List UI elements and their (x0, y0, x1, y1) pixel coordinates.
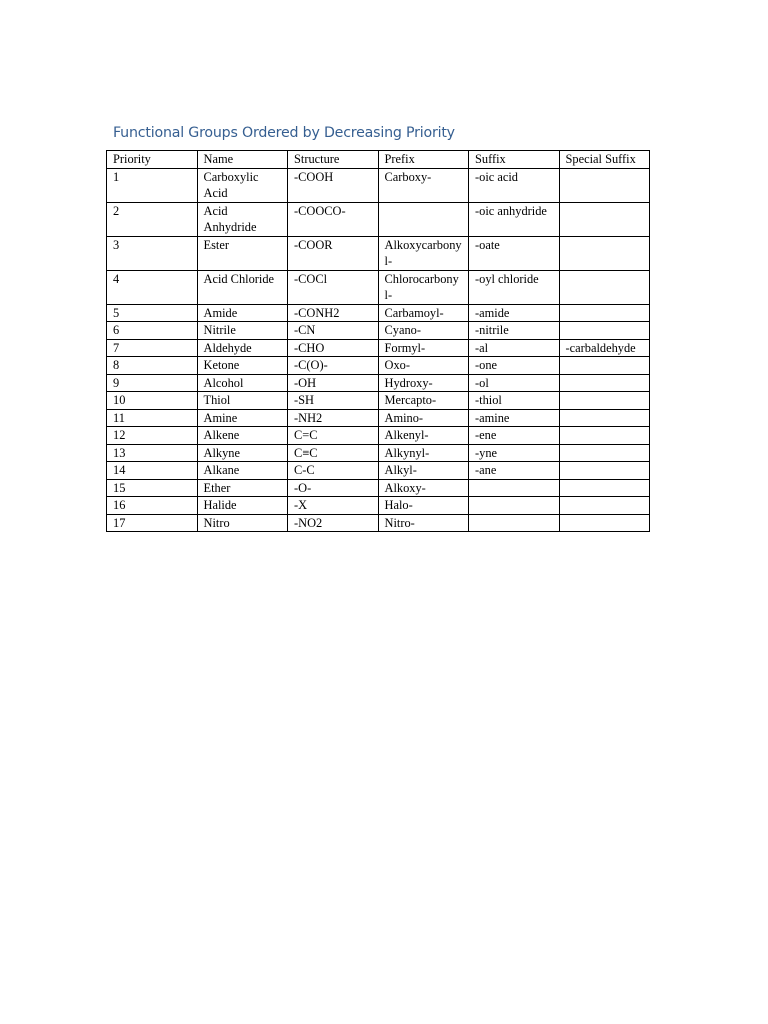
cell-priority: 17 (107, 514, 198, 532)
cell-structure: -COOCO- (288, 202, 379, 236)
cell-suffix (469, 514, 560, 532)
cell-priority: 4 (107, 270, 198, 304)
cell-structure: -COOR (288, 236, 379, 270)
cell-structure: -CONH2 (288, 304, 379, 322)
cell-special-suffix (559, 479, 650, 497)
cell-special-suffix (559, 304, 650, 322)
table-row (107, 409, 650, 427)
cell-prefix: Halo- (378, 497, 469, 515)
cell-suffix (469, 479, 560, 497)
table-row (107, 168, 650, 202)
cell-structure: -NH2 (288, 409, 379, 427)
cell-suffix: -amide (469, 304, 560, 322)
cell-name: Alkane (197, 462, 288, 480)
cell-suffix: -oyl chloride (469, 270, 560, 304)
cell-name: Ketone (197, 357, 288, 375)
table-row (107, 427, 650, 445)
cell-name: Amine (197, 409, 288, 427)
cell-name: Acid Chloride (197, 270, 288, 304)
cell-name: Halide (197, 497, 288, 515)
cell-prefix: Carbamoyl- (378, 304, 469, 322)
table-row (107, 374, 650, 392)
cell-special-suffix: -carbaldehyde (559, 339, 650, 357)
cell-priority: 11 (107, 409, 198, 427)
header-suffix: Suffix (469, 151, 560, 169)
cell-suffix (469, 497, 560, 515)
cell-prefix: Alkoxycarbonyl- (378, 236, 469, 270)
cell-prefix: Oxo- (378, 357, 469, 375)
cell-priority: 6 (107, 322, 198, 340)
table-row (107, 444, 650, 462)
cell-structure: -COCl (288, 270, 379, 304)
cell-priority: 5 (107, 304, 198, 322)
cell-priority: 1 (107, 168, 198, 202)
cell-suffix: -yne (469, 444, 560, 462)
header-special-suffix: Special Suffix (559, 151, 650, 169)
cell-prefix: Hydroxy- (378, 374, 469, 392)
cell-structure: -SH (288, 392, 379, 410)
cell-priority: 10 (107, 392, 198, 410)
cell-suffix: -ane (469, 462, 560, 480)
cell-priority: 2 (107, 202, 198, 236)
cell-name: Carboxylic Acid (197, 168, 288, 202)
header-priority: Priority (107, 151, 198, 169)
cell-structure: -CHO (288, 339, 379, 357)
table-row (107, 392, 650, 410)
cell-special-suffix (559, 409, 650, 427)
cell-suffix: -thiol (469, 392, 560, 410)
cell-suffix: -ol (469, 374, 560, 392)
cell-name: Acid Anhydride (197, 202, 288, 236)
table-body (107, 168, 650, 532)
cell-name: Ester (197, 236, 288, 270)
cell-suffix: -oate (469, 236, 560, 270)
cell-structure: C≡C (288, 444, 379, 462)
cell-prefix: Cyano- (378, 322, 469, 340)
table-row (107, 270, 650, 304)
cell-prefix: Formyl- (378, 339, 469, 357)
cell-prefix: Carboxy- (378, 168, 469, 202)
cell-special-suffix (559, 444, 650, 462)
cell-suffix: -amine (469, 409, 560, 427)
header-name: Name (197, 151, 288, 169)
cell-prefix: Alkenyl- (378, 427, 469, 445)
table-row (107, 514, 650, 532)
cell-name: Ether (197, 479, 288, 497)
cell-special-suffix (559, 497, 650, 515)
table-row (107, 339, 650, 357)
table-row (107, 462, 650, 480)
functional-groups-table (106, 150, 650, 532)
cell-special-suffix (559, 514, 650, 532)
cell-name: Nitrile (197, 322, 288, 340)
cell-name: Aldehyde (197, 339, 288, 357)
cell-special-suffix (559, 236, 650, 270)
cell-prefix: Mercapto- (378, 392, 469, 410)
cell-special-suffix (559, 202, 650, 236)
cell-prefix: Alkoxy- (378, 479, 469, 497)
cell-structure: -NO2 (288, 514, 379, 532)
table-header (107, 151, 650, 169)
cell-priority: 13 (107, 444, 198, 462)
cell-special-suffix (559, 392, 650, 410)
cell-suffix: -al (469, 339, 560, 357)
cell-name: Alcohol (197, 374, 288, 392)
cell-structure: -O- (288, 479, 379, 497)
header-prefix: Prefix (378, 151, 469, 169)
cell-prefix: Alkyl- (378, 462, 469, 480)
cell-prefix: Chlorocarbonyl- (378, 270, 469, 304)
cell-structure: C=C (288, 427, 379, 445)
cell-suffix: -oic acid (469, 168, 560, 202)
cell-priority: 15 (107, 479, 198, 497)
cell-suffix: -oic anhydride (469, 202, 560, 236)
table-row (107, 304, 650, 322)
cell-priority: 16 (107, 497, 198, 515)
table-row (107, 322, 650, 340)
cell-special-suffix (559, 168, 650, 202)
cell-special-suffix (559, 427, 650, 445)
cell-suffix: -ene (469, 427, 560, 445)
cell-special-suffix (559, 357, 650, 375)
cell-priority: 12 (107, 427, 198, 445)
cell-priority: 8 (107, 357, 198, 375)
cell-structure: -CN (288, 322, 379, 340)
table-row (107, 497, 650, 515)
table-row (107, 357, 650, 375)
cell-name: Alkyne (197, 444, 288, 462)
cell-name: Alkene (197, 427, 288, 445)
header-row (107, 151, 650, 169)
cell-structure: -COOH (288, 168, 379, 202)
cell-name: Amide (197, 304, 288, 322)
cell-priority: 9 (107, 374, 198, 392)
cell-structure: -X (288, 497, 379, 515)
table-row (107, 479, 650, 497)
cell-special-suffix (559, 374, 650, 392)
table-row (107, 202, 650, 236)
cell-name: Thiol (197, 392, 288, 410)
page-title: Functional Groups Ordered by Decreasing Priority (113, 125, 455, 141)
cell-special-suffix (559, 322, 650, 340)
cell-name: Nitro (197, 514, 288, 532)
header-structure: Structure (288, 151, 379, 169)
cell-prefix: Alkynyl- (378, 444, 469, 462)
cell-prefix: Nitro- (378, 514, 469, 532)
cell-prefix: Amino- (378, 409, 469, 427)
cell-special-suffix (559, 270, 650, 304)
cell-priority: 7 (107, 339, 198, 357)
cell-structure: -OH (288, 374, 379, 392)
table-row (107, 236, 650, 270)
cell-priority: 3 (107, 236, 198, 270)
cell-suffix: -nitrile (469, 322, 560, 340)
cell-suffix: -one (469, 357, 560, 375)
cell-special-suffix (559, 462, 650, 480)
cell-prefix (378, 202, 469, 236)
cell-priority: 14 (107, 462, 198, 480)
cell-structure: C-C (288, 462, 379, 480)
cell-structure: -C(O)- (288, 357, 379, 375)
